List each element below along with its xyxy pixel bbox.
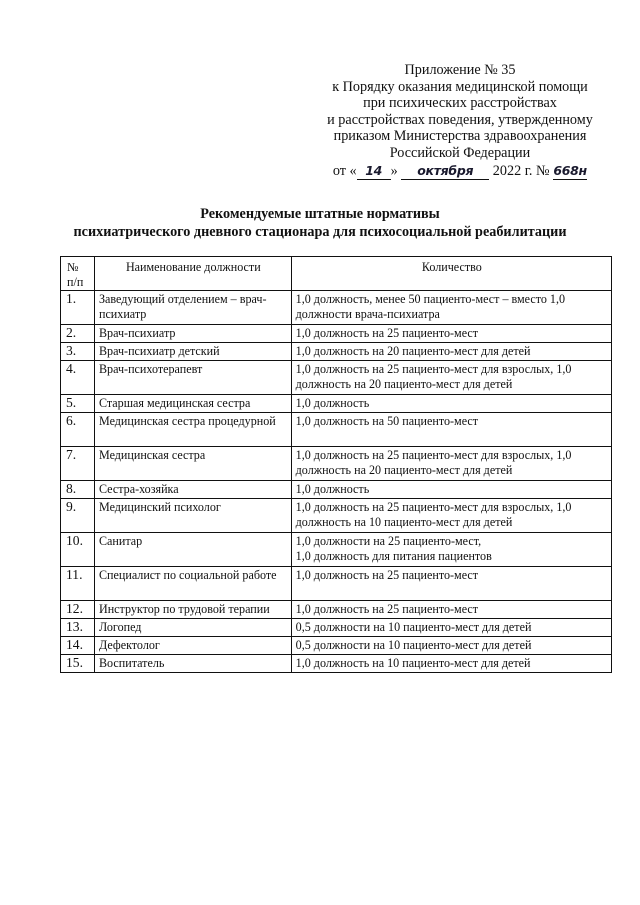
appendix-line: приказом Министерства здравоохранения [333,128,587,145]
table-row [61,343,612,361]
row-quantity: 1,0 должность на 25 пациенто-мест [291,567,611,601]
handwritten-day: 14 [357,163,391,181]
row-position: Старшая медицинская сестра [94,395,291,413]
header-number: № п/п [61,257,95,291]
header-quantity: Количество [291,257,611,291]
table-row [61,619,612,637]
appendix-line: при психических расстройствах [363,95,557,112]
table-row [61,395,612,413]
row-number: 4. [61,361,95,395]
row-number: 8. [61,481,95,499]
table-row [61,447,612,481]
handwritten-order-number: 668н [553,163,587,181]
row-position: Медицинский психолог [94,499,291,533]
row-number: 5. [61,395,95,413]
table-row [61,291,612,325]
row-quantity: 1,0 должность на 25 пациенто-мест для взрослых, 1,0 должность на 20 пациенто-мест для детей [291,447,611,481]
appendix-line: Российской Федерации [389,144,531,161]
row-number: 12. [61,601,95,619]
row-position: Воспитатель [94,655,291,673]
staffing-table [60,256,612,673]
table-row [61,481,612,499]
row-number: 2. [61,325,95,343]
row-position: Логопед [94,619,291,637]
row-position: Врач-психотерапевт [94,361,291,395]
document-title [40,206,600,241]
row-position: Сестра-хозяйка [94,481,291,499]
table-body [61,291,612,673]
order-date-line [300,163,620,181]
row-quantity: 1,0 должность на 20 пациенто-мест для детей [291,343,611,361]
row-position: Дефектолог [94,637,291,655]
row-position: Заведующий отделением – врач-психиатр [94,291,291,325]
row-quantity: 1,0 должность на 25 пациенто-мест для взрослых, 1,0 должность на 20 пациенто-мест для детей [291,361,611,395]
row-position: Медицинская сестра [94,447,291,481]
appendix-line: Приложение № 35 [404,62,516,78]
row-position: Специалист по социальной работе [94,567,291,601]
row-quantity: 0,5 должности на 10 пациенто-мест для детей [291,619,611,637]
date-mid: » [390,162,398,179]
table-row [61,601,612,619]
title-line-1: Рекомендуемые штатные нормативы [200,206,440,222]
appendix-line: и расстройствах поведения, утвержденному [327,111,593,128]
appendix-line: к Порядку оказания медицинской помощи [332,78,588,95]
table-row [61,533,612,567]
row-position: Врач-психиатр детский [94,343,291,361]
row-quantity: 1,0 должность на 25 пациенто-мест [291,325,611,343]
row-number: 7. [61,447,95,481]
title-line-2: психиатрического дневного стационара для психосоциальной реабилитации [73,223,567,240]
row-quantity: 1,0 должность [291,481,611,499]
table-row [61,567,612,601]
row-quantity: 1,0 должность на 50 пациенто-мест [291,413,611,447]
row-position: Санитар [94,533,291,567]
table-header-row [61,257,612,291]
row-position: Инструктор по трудовой терапии [94,601,291,619]
header-position: Наименование должности [94,257,291,291]
table-row [61,413,612,447]
row-number: 6. [61,413,95,447]
row-quantity: 0,5 должности на 10 пациенто-мест для детей [291,637,611,655]
table-row [61,361,612,395]
row-quantity: 1,0 должность на 25 пациенто-мест для взрослых, 1,0 должность на 10 пациенто-мест для детей [291,499,611,533]
row-quantity: 1,0 должность на 25 пациенто-мест [291,601,611,619]
row-quantity: 1,0 должность, менее 50 пациенто-мест – вместо 1,0 должности врача-психиатра [291,291,611,325]
table-row [61,655,612,673]
handwritten-month: октября [401,163,489,181]
row-quantity: 1,0 должность на 10 пациенто-мест для детей [291,655,611,673]
row-number: 11. [61,567,95,601]
table-row [61,637,612,655]
row-number: 3. [61,343,95,361]
row-number: 9. [61,499,95,533]
row-number: 1. [61,291,95,325]
appendix-block [300,62,620,180]
date-year: 2022 г. № [492,162,550,179]
row-position: Медицинская сестра процедурной [94,413,291,447]
row-number: 10. [61,533,95,567]
date-prefix: от « [332,162,357,179]
row-quantity: 1,0 должность [291,395,611,413]
row-number: 14. [61,637,95,655]
table-row [61,499,612,533]
row-number: 13. [61,619,95,637]
row-quantity: 1,0 должности на 25 пациенто-мест, 1,0 должность для питания пациентов [291,533,611,567]
table-row [61,325,612,343]
row-number: 15. [61,655,95,673]
row-position: Врач-психиатр [94,325,291,343]
